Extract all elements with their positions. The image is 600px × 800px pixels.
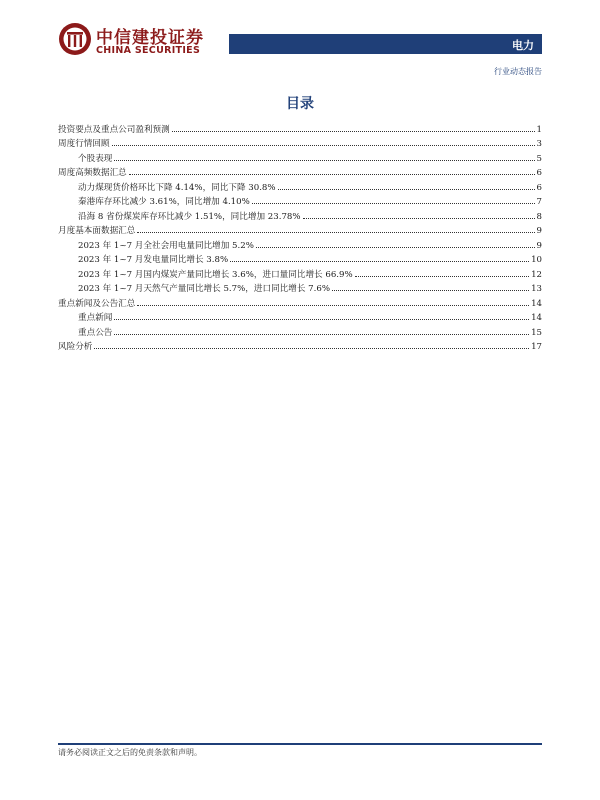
- toc-leader-dots: [114, 160, 534, 161]
- toc-entry-title: 2023 年 1~7 月国内煤炭产量同比增长 3.6%，进口量同比增长 66.9%: [78, 269, 353, 280]
- toc-leader-dots: [172, 131, 535, 132]
- toc-entry-title: 风险分析: [58, 342, 93, 352]
- toc-entry[interactable]: [58, 178, 542, 193]
- toc-entry-title: 重点新闻: [78, 313, 113, 323]
- logo-english-name: CHINA SECURITIES: [96, 45, 201, 56]
- toc-leader-dots: [94, 348, 529, 349]
- toc-entry-page: 7: [536, 197, 542, 207]
- toc-entry-title: 2023 年 1~7 月发电量同比增长 3.8%: [78, 255, 229, 265]
- toc-leader-dots: [256, 247, 535, 248]
- toc-leader-dots: [230, 261, 529, 262]
- toc-entry[interactable]: [58, 193, 542, 208]
- toc-entry-page: 17: [531, 342, 542, 352]
- footer-disclaimer: 请务必阅读正文之后的免责条款和声明。: [58, 748, 202, 757]
- toc-leader-dots: [303, 218, 535, 219]
- toc-entry-page: 12: [531, 269, 542, 280]
- toc-entry-page: 10: [531, 255, 542, 265]
- toc-entry[interactable]: [58, 338, 542, 353]
- toc-entry-title: 周度行情回顾: [58, 139, 110, 149]
- toc-entry-title: 周度高频数据汇总: [58, 168, 127, 178]
- toc-entry[interactable]: [58, 135, 542, 150]
- header-bar: [229, 34, 542, 54]
- company-logo: [58, 20, 208, 60]
- toc-entry-page: 1: [536, 124, 542, 135]
- toc-entry[interactable]: [58, 164, 542, 179]
- toc-leader-dots: [112, 145, 535, 146]
- toc-leader-dots: [278, 189, 535, 190]
- toc-leader-dots: [129, 174, 535, 175]
- toc-entry[interactable]: [58, 149, 542, 164]
- toc-entry-title: 2023 年 1~7 月天然气产量同比增长 5.7%，进口同比增长 7.6%: [78, 284, 331, 294]
- toc-entry-title: 2023 年 1~7 月全社会用电量同比增加 5.2%: [78, 240, 254, 251]
- toc-entry[interactable]: [58, 294, 542, 309]
- toc-leader-dots: [252, 203, 535, 204]
- toc-entry-page: 9: [536, 240, 542, 251]
- toc-entry-page: 15: [531, 327, 542, 338]
- toc-leader-dots: [114, 334, 529, 335]
- toc-title: 目录: [286, 96, 314, 112]
- toc-entry-page: 5: [536, 153, 542, 164]
- toc-entry[interactable]: [58, 207, 542, 222]
- toc-leader-dots: [137, 232, 534, 233]
- toc-entry-page: 6: [536, 182, 542, 193]
- toc-entry[interactable]: [58, 309, 542, 324]
- industry-category: 电力: [512, 39, 534, 52]
- toc-entry[interactable]: [58, 251, 542, 266]
- footer-divider: [58, 743, 542, 745]
- toc-entry-page: 8: [536, 211, 542, 222]
- toc-entry[interactable]: [58, 265, 542, 280]
- toc-entry-title: 沿海 8 省份煤炭库存环比减少 1.51%，同比增加 23.78%: [78, 211, 301, 222]
- toc-entry-title: 投资要点及重点公司盈利预测: [58, 124, 170, 135]
- toc-entry[interactable]: [58, 120, 542, 135]
- toc-entry-page: 14: [531, 313, 542, 323]
- logo-emblem-icon: [58, 22, 92, 56]
- toc-leader-dots: [332, 290, 529, 291]
- toc-leader-dots: [114, 319, 529, 320]
- toc-entry-title: 重点新闻及公告汇总: [58, 298, 136, 309]
- toc-entry-page: 6: [536, 168, 542, 178]
- toc-entry[interactable]: [58, 323, 542, 338]
- toc-entry-page: 14: [531, 298, 542, 309]
- toc-entry-page: 9: [536, 226, 542, 236]
- logo-chinese-name: 中信建投证券: [96, 28, 204, 48]
- toc-entry-title: 个股表现: [78, 153, 113, 164]
- toc-entry-page: 13: [531, 284, 542, 294]
- toc-entry-title: 月度基本面数据汇总: [58, 226, 136, 236]
- toc-entry-page: 3: [536, 139, 542, 149]
- toc-leader-dots: [137, 305, 529, 306]
- toc-leader-dots: [355, 276, 529, 277]
- table-of-contents: [58, 120, 542, 352]
- toc-entry-title: 动力煤现货价格环比下降 4.14%，同比下降 30.8%: [78, 182, 276, 193]
- toc-entry[interactable]: [58, 236, 542, 251]
- toc-entry-title: 重点公告: [78, 327, 113, 338]
- toc-entry[interactable]: [58, 222, 542, 237]
- toc-entry-title: 秦港库存环比减少 3.61%，同比增加 4.10%: [78, 197, 250, 207]
- toc-entry[interactable]: [58, 280, 542, 295]
- report-type: 行业动态报告: [494, 67, 542, 76]
